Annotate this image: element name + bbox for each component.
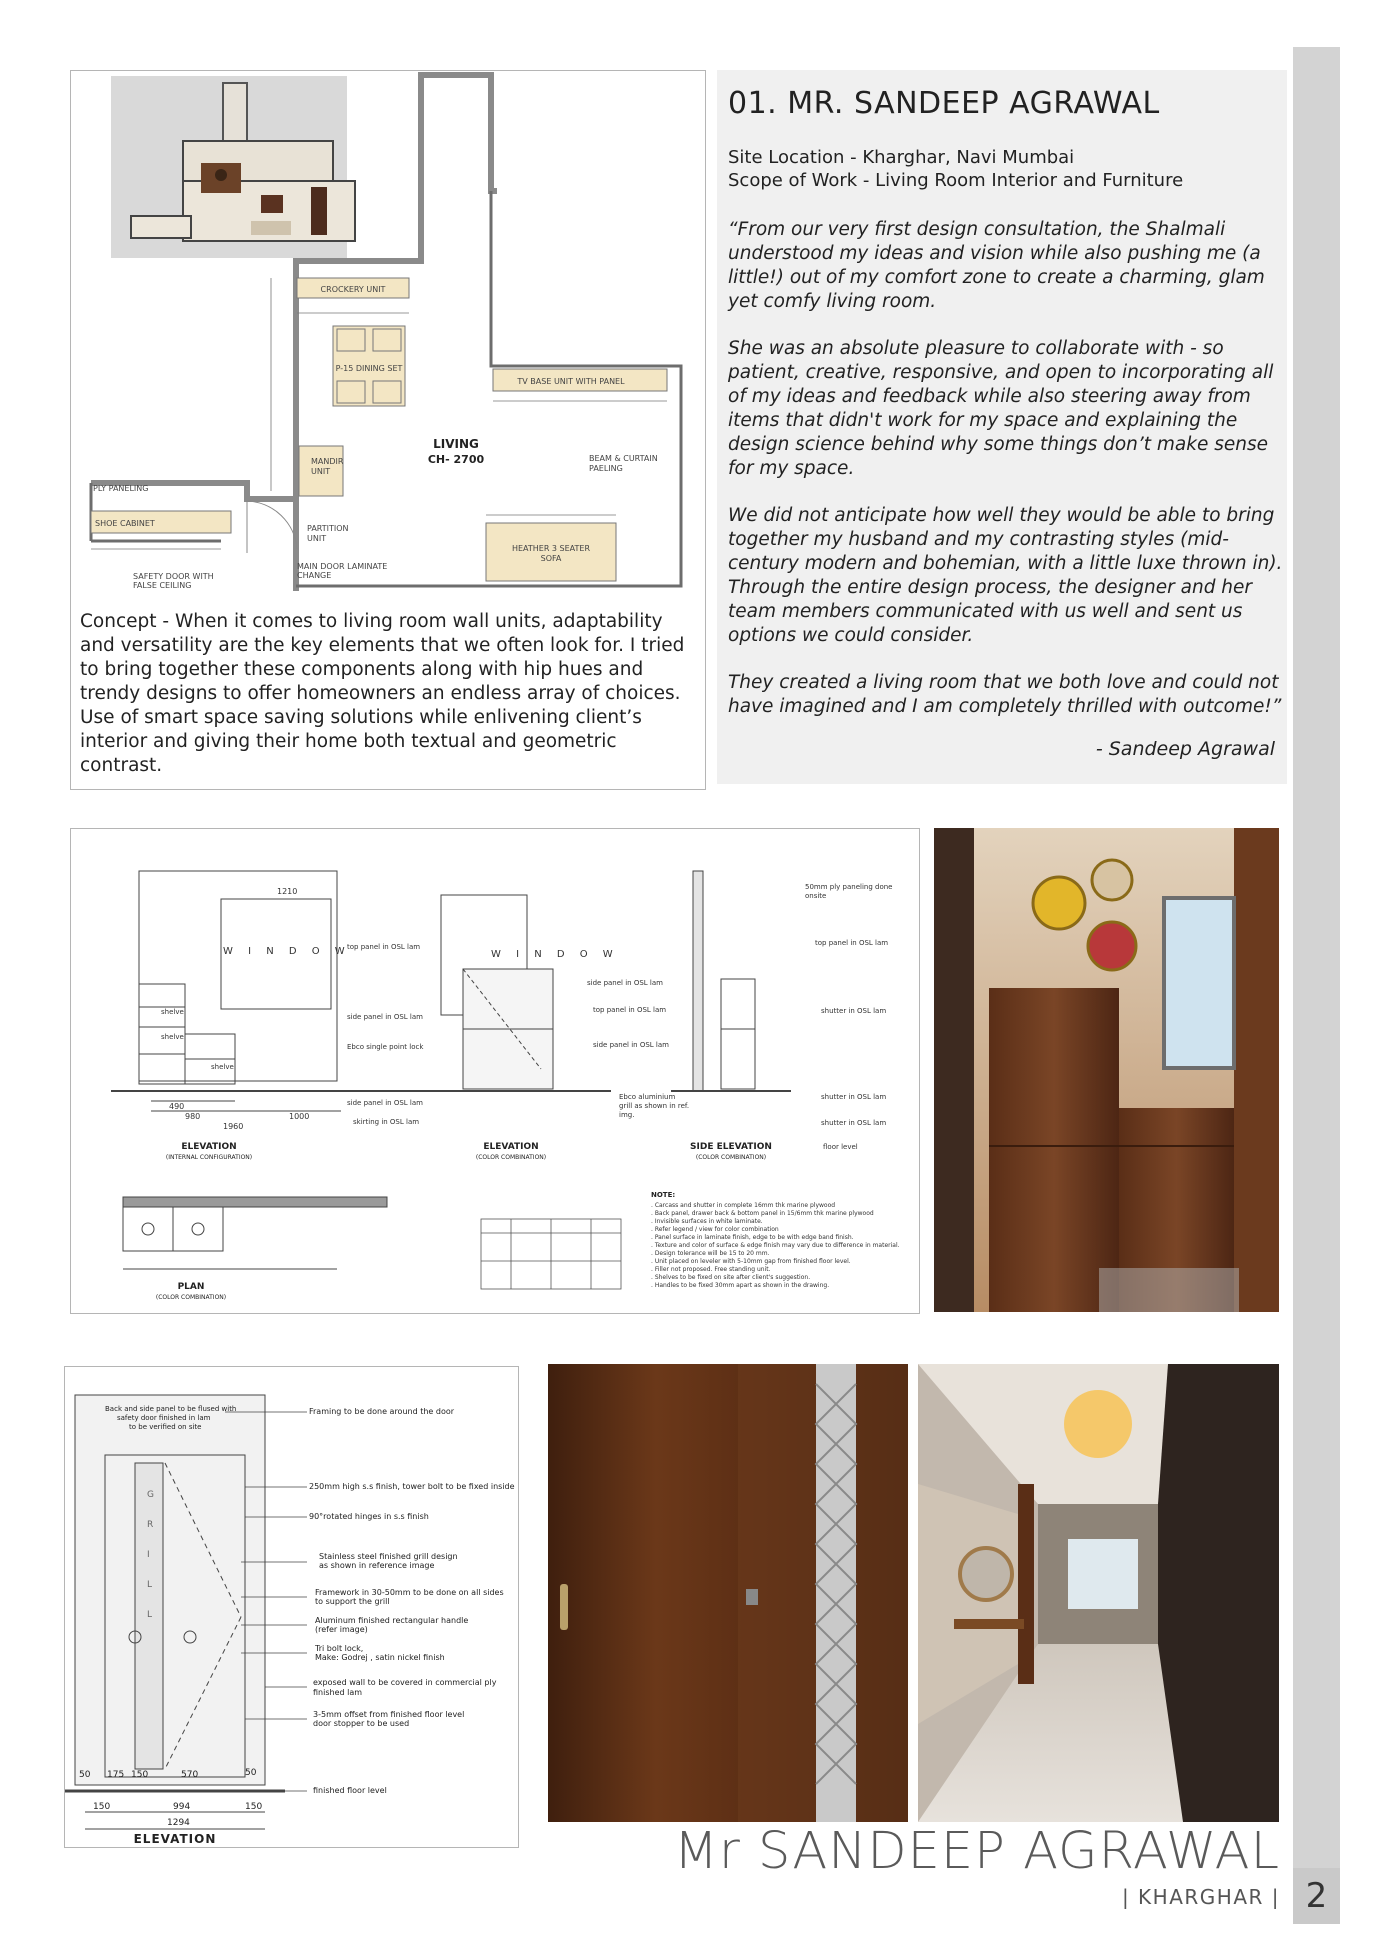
door-dim: 994 [173,1802,191,1812]
partition-label: PARTITION [307,524,349,533]
callout-skirting: skirting in OSL lam [353,1118,420,1126]
quote-author: - Sandeep Agrawal [1095,738,1275,760]
main-door-photo [548,1364,908,1822]
note-line: . Carcass and shutter in complete 16mm thk marine plywood [651,1202,836,1209]
page-title: 01. MR. SANDEEP AGRAWAL [728,86,1160,121]
dim-1000: 1000 [289,1112,310,1121]
door-dim: 150 [131,1770,149,1780]
sofa-label-2: SOFA [540,554,562,563]
grill-letter: L [147,1610,153,1620]
grill-letter: R [147,1520,154,1530]
callout-top-panel: top panel in OSL lam [815,939,889,947]
floor-plan-3d-render [111,76,355,258]
door-dim: 50 [245,1768,257,1778]
door-elevation-panel [64,1366,519,1848]
callout-ply-paneling: 50mm ply paneling done [805,883,893,891]
callout-floor: floor level [823,1143,858,1151]
dining-label: P-15 DINING SET [335,364,403,373]
living-label: LIVING [433,437,479,451]
door-callout: 3-5mm offset from finished floor level [313,1710,465,1719]
note-line: . Design tolerance will be 15 to 20 mm. [651,1250,770,1257]
door-callout: finished lam [313,1688,363,1697]
notes-title: NOTE: [651,1191,676,1199]
door-dim: 570 [181,1770,199,1780]
callout-top-panel: top panel in OSL lam [347,943,421,951]
callout-side-panel: side panel in OSL lam [593,1041,669,1049]
door-top-note-2: safety door finished in lam [117,1414,211,1422]
shoe-cabinet-label: SHOE CABINET [95,519,155,528]
legend-table [481,1219,621,1289]
dim-490: 490 [169,1102,185,1111]
door-elevation-drawing [65,1367,518,1847]
door-callout: Aluminum finished rectangular handle [315,1616,469,1625]
tv-label: TV BASE UNIT WITH PANEL [517,377,625,386]
grill-letter: L [147,1580,153,1590]
foyer-corridor-photo [918,1364,1279,1822]
door-callout: exposed wall to be covered in commercial ply [313,1678,497,1687]
concept-text: Concept - When it comes to living room wall units, adaptability and versatility are the key elements that we often look for. I tried to bring together these components along with hip hues and trendy designs to offer homeowners an endless array of choices. Use of smart space saving solutions while enlivening client’s interior and giving their home both textual and geometric contrast. [80,611,685,776]
door-dim: 150 [245,1802,263,1812]
door-callout: (refer image) [315,1625,368,1634]
window-label-1: W I N D O W [223,946,351,957]
note-line: . Back panel, drawer back & bottom panel in 15/6mm thk marine plywood [651,1210,874,1217]
callout-side-panel: side panel in OSL lam [587,979,663,987]
floor-plan-shoe-cabinet [91,511,231,533]
door-callout: to support the grill [315,1597,390,1606]
page-sidebar-strip [1293,47,1340,1873]
foyer-corridor-image [918,1364,1279,1822]
ply-paneling-label: PLY PANELING [93,484,149,493]
safety-door-label-2: FALSE CEILING [133,581,192,590]
callout-side-panel: side panel in OSL lam [347,1099,423,1107]
beam-label: BEAM & CURTAIN [589,454,658,463]
elevations-drawing [71,829,919,1313]
page-number: 2 [1293,1868,1340,1924]
door-callout: 250mm high s.s finish, tower bolt to be fixed inside [309,1482,515,1491]
site-location: Site Location - Kharghar, Navi Mumbai [728,147,1075,168]
partition-label-2: UNIT [307,534,327,543]
callout-ebco-grill-2: grill as shown in ref. [619,1102,690,1110]
door-callout: Tri bolt lock, [315,1644,364,1653]
floor-plan-sofa [486,523,616,581]
living-height-label: CH- 2700 [427,453,485,466]
door-callout: finished floor level [313,1786,387,1795]
mandir-label: MANDIR [311,457,344,466]
door-callout: door stopper to be used [313,1719,410,1728]
callout-ebco-grill: Ebco aluminium [619,1093,676,1101]
door-dim: 50 [79,1770,91,1780]
side-elevation [671,871,791,1091]
quote-paragraph: They created a living room that we both love and could not have imagined and I am completely thrilled with outcome!” [728,672,1282,717]
note-line: . Texture and color of surface & edge finish may vary due to difference in material. [651,1242,900,1249]
note-line: . Invisible surfaces in white laminate. [651,1218,763,1225]
footer-location: | KHARGHAR | [1121,1885,1280,1909]
floor-plan-dining-set [333,326,405,406]
side-elevation-subtitle: (COLOR COMBINATION) [695,1154,767,1161]
plan-drawing [123,1197,387,1269]
door-callout: Framework in 30-50mm to be done on all sides [315,1588,504,1597]
shelve-label: shelve [161,1008,184,1016]
door-elevation-title: ELEVATION [133,1832,217,1846]
quote-paragraph: “From our very first design consultation, the Shalmali understood my ideas and vision while also pushing me (a little!) out of my comfort zone to create a charming, glam yet comfy living room. [728,219,1265,312]
plan-title: PLAN [177,1282,205,1292]
note-line: . Filler not proposed. Free standing unit. [651,1266,771,1273]
elevation-title-1: ELEVATION [181,1142,237,1152]
quote-paragraph: We did not anticipate how well they would be able to bring together my husband and my contrasting styles (mid-century modern and bohemian, with a little luxe thrown in). Through the entire design process, the designer and her team members communicated with us well and sent us options we could consider. [728,505,1283,646]
main-door-image [548,1364,908,1822]
sofa-label: HEATHER 3 SEATER [511,544,591,553]
grill-letter: G [147,1490,154,1500]
elevation-title-2: ELEVATION [483,1142,539,1152]
floor-plan-tv-unit [493,369,667,391]
safety-door-label: SAFETY DOOR WITH [133,572,214,581]
shelve-label: shelve [211,1063,234,1071]
project-meta [728,146,1278,192]
mandir-label-2: UNIT [311,467,331,476]
shelve-label: shelve [161,1033,184,1041]
door-callout: Framing to be done around the door [309,1407,455,1416]
quote-paragraph: She was an absolute pleasure to collaborate with - so patient, creative, responsive, and open to incorporating all of my ideas and feedback while also steering away from items that didn't work for my space and explaining the design science behind why some things don’t make sense for my space. [728,338,1274,479]
door-top-note-3: to be verified on site [129,1423,202,1431]
reception-unit-photo [934,828,1279,1312]
grill-letter: I [147,1550,150,1560]
door-callout: Make: Godrej , satin nickel finish [315,1653,445,1662]
elevation-subtitle-1: (INTERNAL CONFIGURATION) [165,1154,253,1161]
note-line: . Panel surface in laminate finish, edge to be with edge band finish. [651,1234,854,1241]
side-elevation-title: SIDE ELEVATION [690,1142,772,1152]
callout-ebco-lock: Ebco single point lock [347,1043,424,1051]
testimonial-quote [728,218,1283,742]
door-callout: Stainless steel finished grill design [319,1552,458,1561]
callout-ply-paneling-2: onsite [805,892,827,900]
window-label-2: W I N D O W [491,949,619,960]
elevations-panel [70,828,920,1314]
door-dim: 1294 [167,1818,190,1828]
callout-shutter: shutter in OSL lam [821,1119,887,1127]
elevation-subtitle-2: (COLOR COMBINATION) [475,1154,547,1161]
callout-side-panel: side panel in OSL lam [347,1013,423,1021]
elevation-internal [111,871,371,1111]
floor-plan-crockery-unit [297,278,409,298]
main-door-label-2: CHANGE [297,571,332,580]
main-door-label: MAIN DOOR LAMINATE [297,562,388,571]
dim-980: 980 [185,1112,201,1121]
elevation-color [371,895,611,1091]
note-line: . Refer legend / view for color combination [651,1226,779,1233]
dim-1960: 1960 [223,1122,244,1131]
callout-shutter: shutter in OSL lam [821,1093,887,1101]
door-top-note: Back and side panel to be flused with [105,1405,237,1413]
callout-top-panel: top panel in OSL lam [593,1006,667,1014]
door-callout: 90°rotated hinges in s.s finish [309,1512,429,1521]
dim-1210: 1210 [277,887,298,896]
note-line: . Handles to be fixed 30mm apart as shown in the drawing. [651,1282,830,1289]
reception-unit-image [934,828,1279,1312]
footer-client-name: Mr SANDEEP AGRAWAL [673,1822,1280,1881]
crockery-label: CROCKERY UNIT [320,285,386,294]
plan-subtitle: (COLOR COMBINATION) [155,1294,227,1301]
door-dim: 150 [93,1802,111,1812]
beam-label-2: PAELING [589,464,623,473]
note-line: . Shelves to be fixed on site after client's suggestion. [651,1274,811,1281]
door-dim: 175 [107,1770,125,1780]
note-line: . Unit placed on leveler with 5-10mm gap from finished floor level. [651,1258,851,1265]
callout-ebco-grill-3: img. [619,1111,635,1119]
scope-of-work: Scope of Work - Living Room Interior and Furniture [728,170,1184,191]
door-callout: as shown in reference image [319,1561,435,1570]
callout-shutter: shutter in OSL lam [821,1007,887,1015]
floor-plan-mandir-unit [299,446,344,496]
